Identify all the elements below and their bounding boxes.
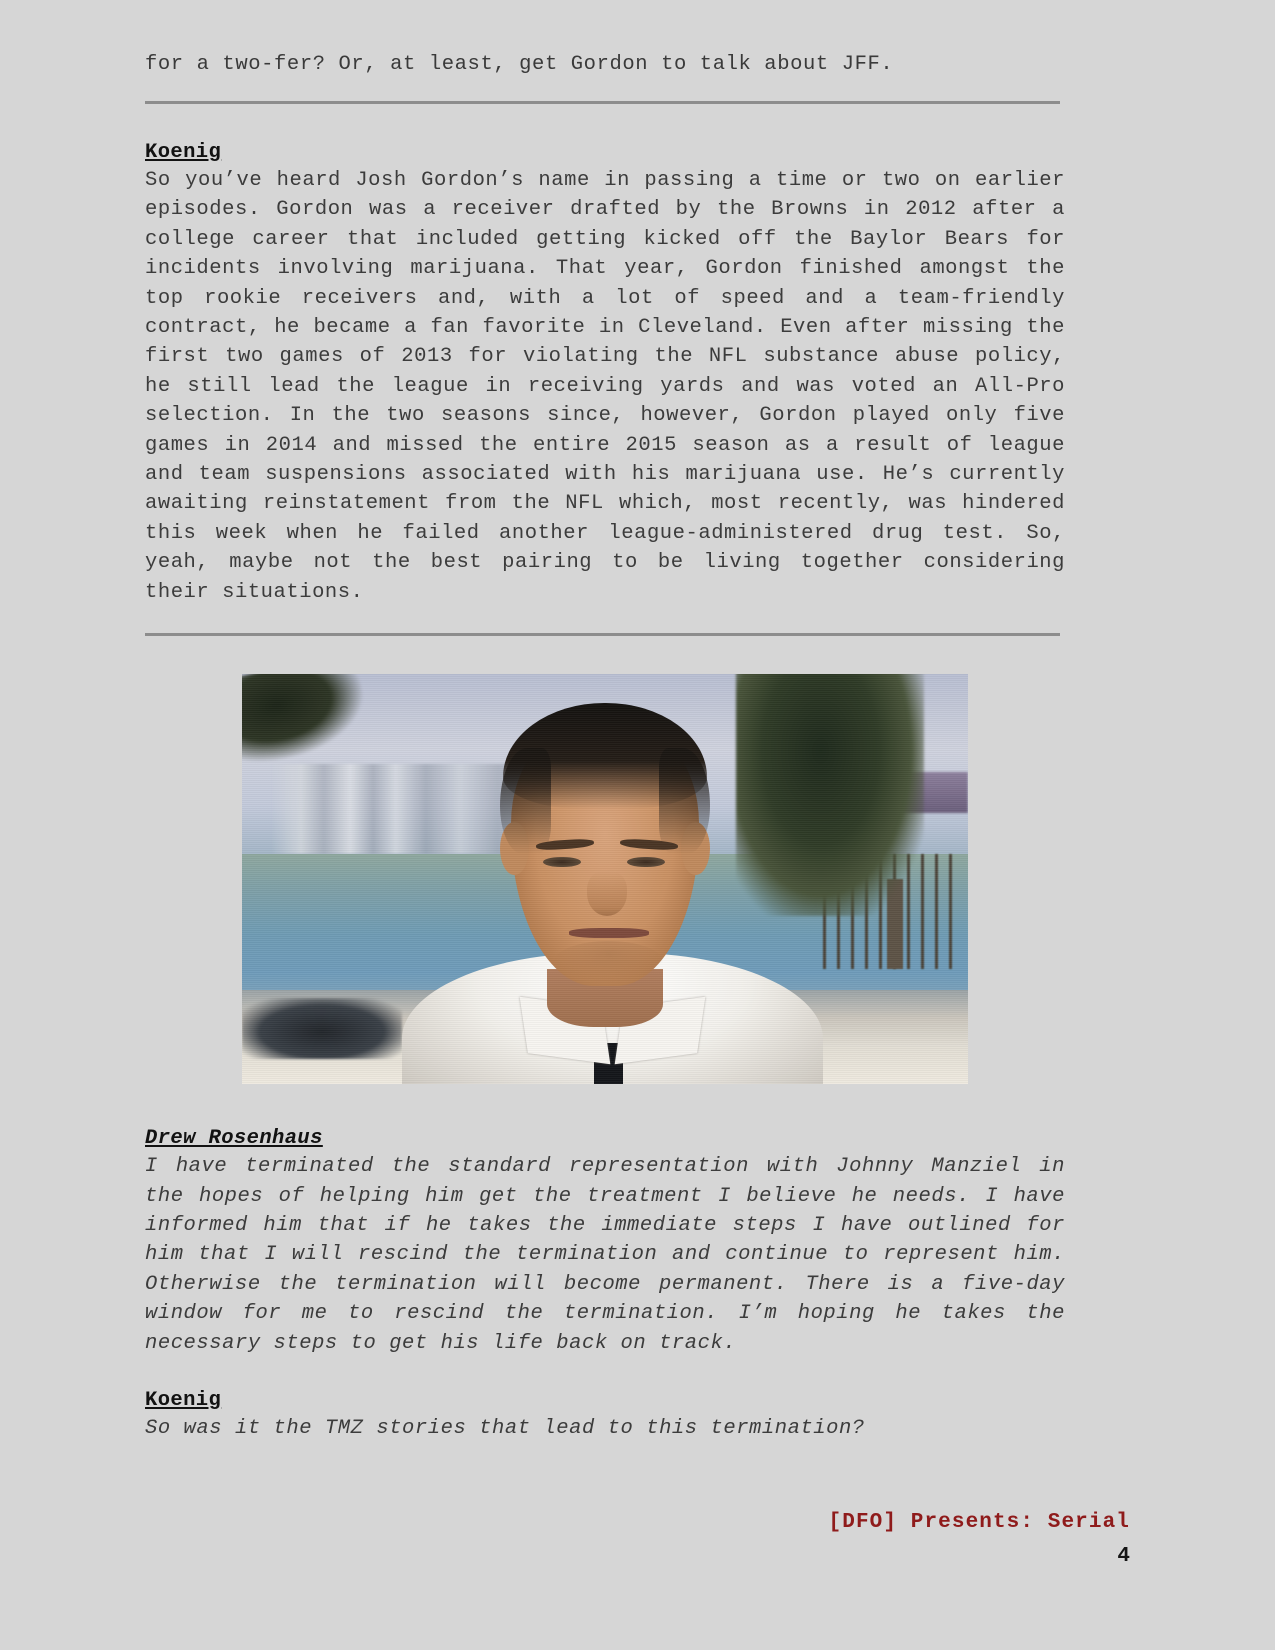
footer-title: [DFO] Presents: Serial — [828, 1511, 1130, 1534]
spacer — [145, 1084, 1130, 1126]
speaker-label-koenig-2: Koenig — [145, 1388, 222, 1412]
photo-nose — [587, 871, 627, 916]
photo-parked-car — [242, 998, 402, 1060]
photo-container — [145, 674, 1065, 1084]
spacer — [145, 1358, 1130, 1388]
transcript-section-koenig-1 — [145, 140, 1130, 607]
continued-paragraph-line: for a two-fer? Or, at least, get Gordon to talk about JFF. — [145, 53, 894, 76]
speaker-label-koenig: Koenig — [145, 141, 222, 164]
section-divider-bottom — [145, 633, 1060, 636]
transcript-section-koenig-2 — [145, 1388, 1130, 1443]
footer-page-number: 4 — [1117, 1545, 1130, 1568]
photo-hair-left-side — [500, 748, 551, 855]
photo-chin — [554, 941, 663, 982]
transcript-section-rosenhaus — [145, 1126, 1130, 1358]
photo-eye-left — [543, 857, 581, 868]
photo-eye-right — [627, 857, 665, 868]
speaker-body-drew-rosenhaus: I have terminated the standard representation with Johnny Manziel in the hopes of helping him get the treatment I believe he needs. I have informed him that if he takes the immediate steps I have outlined for him that I will rescind the termination and continue to represent him. Otherwise the termination will become permanent. There is a five-day window for me to rescind the termination. I’m hoping he takes the necessary steps to get his life back on track. — [145, 1155, 1078, 1355]
speaker-label-drew-rosenhaus: Drew Rosenhaus — [145, 1127, 323, 1151]
photo-drew-rosenhaus — [242, 674, 968, 1084]
photo-mouth — [569, 928, 649, 938]
speaker-body-koenig-2: So was it the TMZ stories that lead to this termination? — [145, 1416, 865, 1440]
spacer — [145, 104, 1130, 140]
page-footer — [829, 1508, 1130, 1572]
photo-pine-tree — [736, 674, 925, 916]
speaker-body-koenig: So you’ve heard Josh Gordon’s name in passing a time or two on earlier episodes. Gordon was a receiver drafted by the Browns in 2012 after a college career that included getting kicked off the Baylor Bears for incidents involving marijuana. That year, Gordon finished amongst the top rookie receivers and, with a lot of speed and a team-friendly contract, he became a fan favorite in Cleveland. Even after missing the first two games of 2013 for violating the NFL substance abuse policy, he still lead the league in receiving yards and was voted an All-Pro selection. In the two seasons since, however, Gordon played only five games in 2014 and missed the entire 2015 season as a result of league and team suspensions associated with his marijuana use. He’s currently awaiting reinstatement from the NFL which, most recently, was hindered this week when he failed another league-administered drug test. So, yeah, maybe not the best pairing to be living together considering their situations. — [145, 169, 1078, 604]
